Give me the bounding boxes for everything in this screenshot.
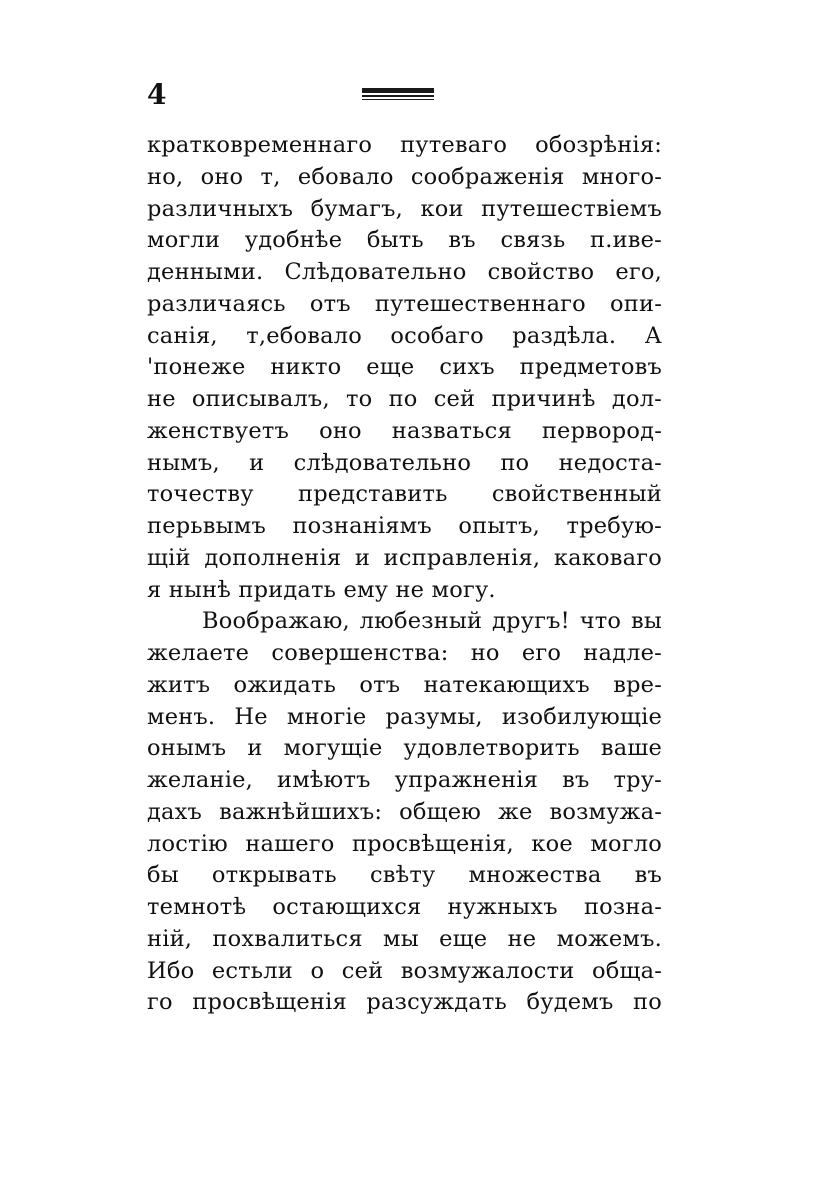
header-ornament xyxy=(362,88,434,102)
text-line: го просвѣщенія разсуждать будемъ по xyxy=(147,989,662,1016)
text-line: темнотѣ остающихся нужныхъ позна- xyxy=(147,894,662,920)
text-line: перьвымъ познаніямъ опытъ, требую- xyxy=(147,513,662,539)
page-number: 4 xyxy=(147,78,167,111)
text-line: желаете совершенства: но его надле- xyxy=(147,640,662,666)
ornament-rule-hairline xyxy=(362,99,434,100)
text-line: различныхъ бумагъ, кои путешествіемъ xyxy=(147,195,662,222)
text-line: кратковременнаго путеваго обозрѣнія: xyxy=(147,132,662,158)
body-text xyxy=(147,130,662,1019)
ornament-rule-thin xyxy=(362,95,434,97)
text-line: 'понеже никто еще сихъ предметовъ xyxy=(147,354,662,381)
text-line: могли удобнѣе быть въ связь п.иве- xyxy=(147,227,662,254)
text-line: но, оно т, ебовало соображенія много- xyxy=(147,163,662,190)
text-line: ній, похвалиться мы еще не можемъ. xyxy=(147,925,662,952)
text-line: санія, т,ебовало особаго раздѣла. А xyxy=(147,322,662,349)
text-line: нымъ, и слѣдовательно по недоста- xyxy=(147,449,662,476)
text-line: различаясь отъ путешественнаго опи- xyxy=(147,290,662,317)
text-line: менъ. Не многіе разумы, изобилующіе xyxy=(147,703,662,730)
text-line: Воображаю, любезный другъ! что вы xyxy=(202,608,662,635)
text-line: лостію нашего просвѣщенія, кое могло xyxy=(147,830,662,857)
paragraph-1 xyxy=(147,130,662,606)
text-line: онымъ и могущіе удовлетворить ваше xyxy=(147,735,662,762)
text-line: щій дополненія и исправленія, каковаго xyxy=(147,544,662,571)
text-line: житъ ожидать отъ натекающихъ вре- xyxy=(147,671,662,698)
paragraph-2 xyxy=(147,606,662,1019)
text-line: точеству представить свойственный xyxy=(147,481,662,508)
text-line: дахъ важнѣйшихъ: общею же возмужа- xyxy=(147,798,662,825)
text-line: бы открывать свѣту множества въ xyxy=(147,862,662,889)
text-line: я нынѣ придать ему не могу. xyxy=(147,576,496,603)
text-line: денными. Слѣдовательно свойство его, xyxy=(147,259,662,285)
text-line: не описывалъ, то по сей причинѣ дол- xyxy=(147,386,662,412)
text-line: женствуетъ оно назваться первород- xyxy=(147,417,662,444)
text-line: желаніе, имѣютъ упражненія въ тру- xyxy=(147,767,662,793)
text-line: Ибо естьли о сей возмужалости обща- xyxy=(147,957,662,984)
ornament-rule-thick xyxy=(362,88,434,93)
